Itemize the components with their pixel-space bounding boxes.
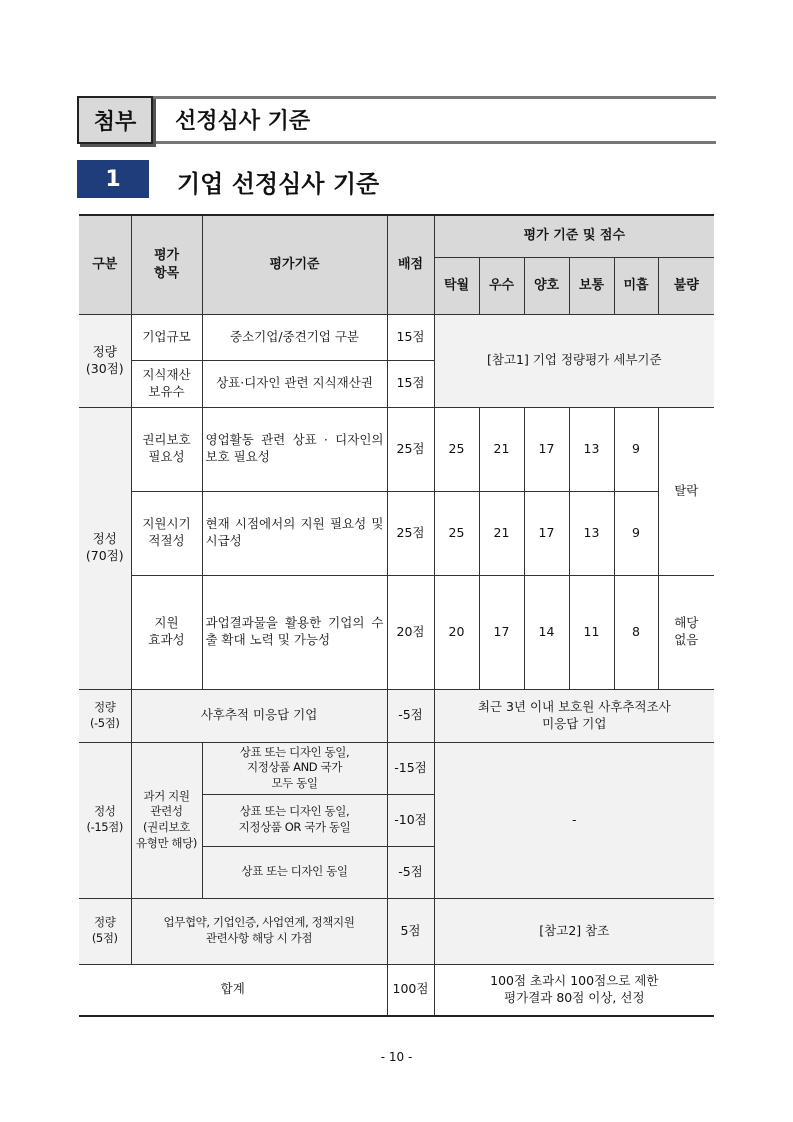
attachment-label: 첨부 <box>77 96 153 144</box>
score-cell: 13 <box>569 407 614 491</box>
points-cell: -5점 <box>387 689 434 742</box>
grade-header: 양호 <box>524 257 569 314</box>
score-cell: 25 <box>434 407 479 491</box>
category-cell: 정량 (30점) <box>79 314 131 407</box>
score-cell: 17 <box>524 491 569 575</box>
points-cell: 20점 <box>387 575 434 689</box>
score-cell: 25 <box>434 491 479 575</box>
item-cell: 지식재산 보유수 <box>131 360 202 407</box>
category-cell: 정량 (5점) <box>79 898 131 964</box>
attachment-header <box>77 96 716 144</box>
score-cell: 21 <box>479 407 524 491</box>
points-cell: 5점 <box>387 898 434 964</box>
section-number: 1 <box>77 160 149 198</box>
criteria-cell: 상표 또는 디자인 동일, 지정상품 AND 국가 모두 동일 <box>202 742 387 794</box>
header-criteria: 평가기준 <box>202 215 387 314</box>
points-cell: -15점 <box>387 742 434 794</box>
reference-cell: [참고1] 기업 정량평가 세부기준 <box>434 314 714 407</box>
criteria-cell: 과업결과물을 활용한 기업의 수출 확대 노력 및 가능성 <box>202 575 387 689</box>
criteria-cell: 중소기업/중견기업 구분 <box>202 314 387 360</box>
criteria-cell: 현재 시점에서의 지원 필요성 및 시급성 <box>202 491 387 575</box>
header-top-rule <box>153 96 716 99</box>
header-bottom-rule <box>153 141 716 144</box>
grade-header: 미흡 <box>614 257 658 314</box>
page-number: - 10 - <box>380 1050 413 1064</box>
item-cell: 권리보호 필요성 <box>131 407 202 491</box>
reference-cell: - <box>434 742 714 898</box>
score-cell: 9 <box>614 407 658 491</box>
points-cell: 15점 <box>387 360 434 407</box>
score-cell: 20 <box>434 575 479 689</box>
criteria-cell: 업무협약, 기업인증, 사업연계, 정책지원 관련사항 해당 시 가점 <box>131 898 387 964</box>
grade-header: 탁월 <box>434 257 479 314</box>
criteria-cell: 영업활동 관련 상표 · 디자인의 보호 필요성 <box>202 407 387 491</box>
item-cell: 과거 지원 관련성 (권리보호 유형만 해당) <box>131 742 202 898</box>
reference-cell: [참고2] 참조 <box>434 898 714 964</box>
points-cell: 25점 <box>387 491 434 575</box>
points-cell: 25점 <box>387 407 434 491</box>
criteria-cell: 사후추적 미응답 기업 <box>131 689 387 742</box>
category-cell: 정성 (-15점) <box>79 742 131 898</box>
section-header <box>77 160 716 200</box>
reference-cell: 최근 3년 이내 보호원 사후추적조사 미응답 기업 <box>434 689 714 742</box>
score-cell: 11 <box>569 575 614 689</box>
attachment-title: 선정심사 기준 <box>175 109 311 134</box>
points-cell: 15점 <box>387 314 434 360</box>
criteria-table <box>79 214 714 1017</box>
section-title: 기업 선정심사 기준 <box>177 170 380 198</box>
score-cell: 13 <box>569 491 614 575</box>
header-category: 구분 <box>79 215 131 314</box>
total-note: 100점 초과시 100점으로 제한 평가결과 80점 이상, 선정 <box>434 964 714 1016</box>
header-points: 배점 <box>387 215 434 314</box>
grade-header: 불량 <box>658 257 714 314</box>
points-cell: -5점 <box>387 846 434 898</box>
header-item: 평가 항목 <box>131 215 202 314</box>
score-cell: 17 <box>479 575 524 689</box>
score-cell: 14 <box>524 575 569 689</box>
score-cell: 21 <box>479 491 524 575</box>
score-cell: 9 <box>614 491 658 575</box>
criteria-cell: 상표 또는 디자인 동일 <box>202 846 387 898</box>
not-applicable-cell: 해당 없음 <box>658 575 714 689</box>
criteria-cell: 상표 또는 디자인 동일, 지정상품 OR 국가 동일 <box>202 794 387 846</box>
grade-header: 보통 <box>569 257 614 314</box>
total-label: 합계 <box>79 964 387 1016</box>
criteria-cell: 상표·디자인 관련 지식재산권 <box>202 360 387 407</box>
item-cell: 지원시기 적절성 <box>131 491 202 575</box>
category-cell: 정성 (70점) <box>79 407 131 689</box>
points-cell: -10점 <box>387 794 434 846</box>
total-points: 100점 <box>387 964 434 1016</box>
score-cell: 8 <box>614 575 658 689</box>
fail-cell: 탈락 <box>658 407 714 575</box>
score-cell: 17 <box>524 407 569 491</box>
grade-header: 우수 <box>479 257 524 314</box>
item-cell: 지원 효과성 <box>131 575 202 689</box>
item-cell: 기업규모 <box>131 314 202 360</box>
header-scale-title: 평가 기준 및 점수 <box>434 215 714 257</box>
category-cell: 정량 (-5점) <box>79 689 131 742</box>
